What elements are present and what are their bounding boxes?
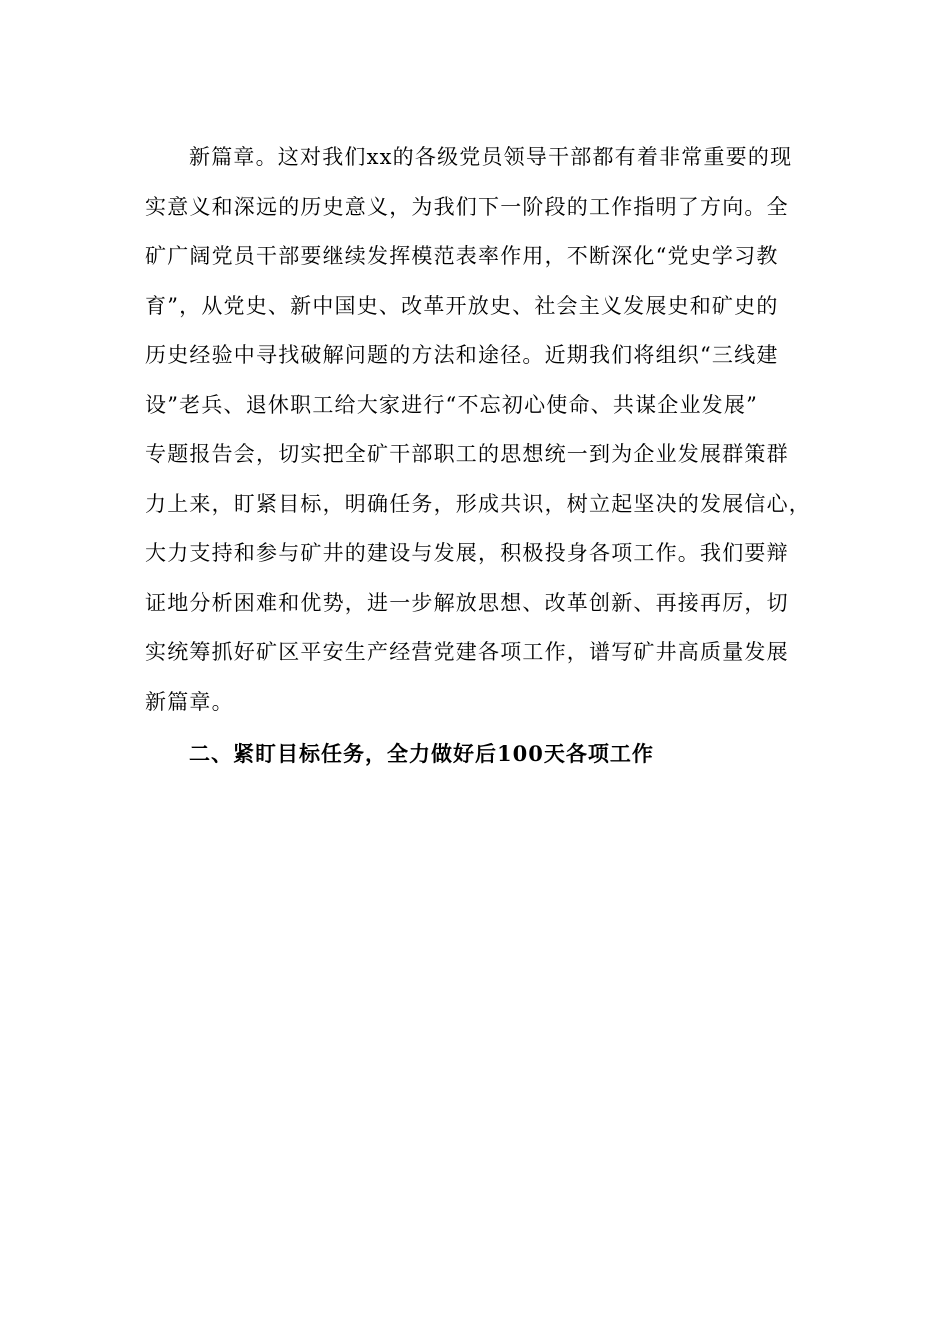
paragraph-line: 实意义和深远的历史意义，为我们下一阶段的工作指明了方向。全 (145, 194, 789, 219)
paragraph-line: 新篇章。 (145, 689, 234, 714)
paragraph-line: 新篇章。这对我们xx的各级党员领导干部都有着非常重要的现 (189, 145, 793, 169)
paragraph-line: 矿广阔党员干部要继续发挥模范表率作用，不断深化“党史学习教 (145, 244, 779, 268)
paragraph-line: 实统筹抓好矿区平安生产经营党建各项工作，谱写矿井高质量发展 (145, 640, 789, 664)
body-paragraph (145, 133, 825, 727)
paragraph-line: 育”，从党史、新中国史、改革开放史、社会主义发展史和矿史的 (145, 293, 779, 318)
section-heading: 二、紧盯目标任务，全力做好后100天各项工作 (189, 741, 654, 766)
paragraph-line: 大力支持和参与矿井的建设与发展，积极投身各项工作。我们要辩 (145, 541, 789, 565)
paragraph-line: 证地分析困难和优势，进一步解放思想、改革创新、再接再厉，切 (145, 590, 789, 615)
paragraph-line: 专题报告会，切实把全矿干部职工的思想统一到为企业发展群策群 (145, 442, 789, 466)
document-body (145, 133, 825, 779)
paragraph-line: 力上来，盯紧目标，明确任务，形成共识，树立起坚决的发展信心， (145, 491, 811, 516)
paragraph-line: 设”老兵、退休职工给大家进行“不忘初心使命、共谋企业发展” (145, 392, 759, 417)
paragraph-line: 历史经验中寻找破解问题的方法和途径。近期我们将组织“三线建 (145, 343, 779, 367)
